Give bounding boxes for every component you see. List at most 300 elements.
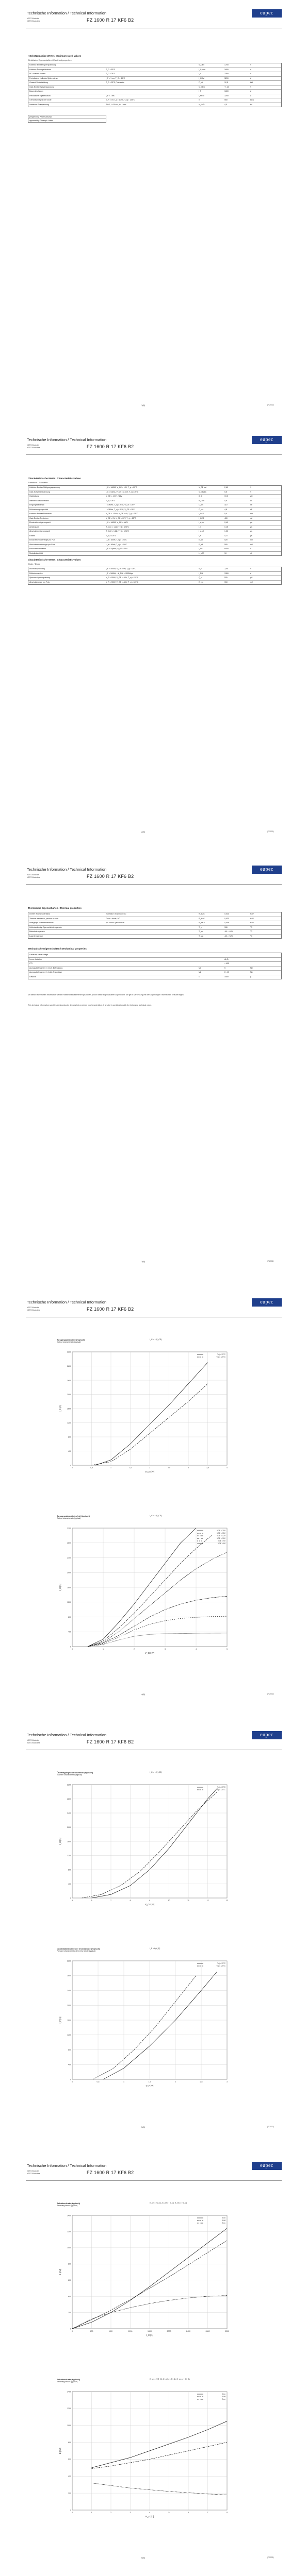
x-tick-label: 2 xyxy=(149,1467,150,1469)
table-cell: Anzugsdrehmoment f. elektr. Anschlüsse xyxy=(29,971,62,974)
table-row xyxy=(28,530,281,534)
header-title: Technische Information / Technical Information xyxy=(27,867,107,872)
eupec-logo: eupec xyxy=(252,866,282,874)
table-cell: nF xyxy=(250,508,253,511)
table-row xyxy=(28,486,281,490)
legend-entry: VGE = 10V xyxy=(216,1537,225,1539)
y-tick-label: 2400 xyxy=(67,1379,71,1382)
y-tick-label: 2800 xyxy=(67,1798,71,1800)
table-cell: 0,020 xyxy=(224,917,229,920)
table-cell: mA xyxy=(250,513,253,515)
table-row xyxy=(28,538,281,543)
diode-table xyxy=(28,567,282,585)
table-cell: I_CRM xyxy=(199,77,204,79)
table-cell: µs xyxy=(250,530,252,532)
x-tick-label: 0 xyxy=(72,1648,73,1650)
y-tick-label: 1200 xyxy=(67,2034,71,2037)
x-tick-label: 1 xyxy=(91,2512,92,2514)
table-cell: A xyxy=(250,572,252,574)
page-header xyxy=(26,866,282,885)
table-cell: R_Gint xyxy=(199,499,204,502)
y-tick-label: 2400 xyxy=(67,1989,71,1992)
y-axis-label: I_C [A] xyxy=(59,1584,61,1591)
table-cell: Kollektor-Emitter Reststrom xyxy=(29,513,52,515)
approval-line: prepared by: Peter Kanschat xyxy=(28,115,106,119)
table-cell: 8 - 10 xyxy=(224,971,229,974)
legend-entry: Tvj = 125°C xyxy=(216,1356,225,1358)
y-tick-label: 800 xyxy=(68,2263,71,2265)
y-axis-label: I_C [A] xyxy=(59,1405,61,1412)
x-tick-label: 800 xyxy=(109,2330,112,2332)
table-cell: 520 xyxy=(224,577,228,579)
datasheet-page xyxy=(26,436,282,843)
x-tick-label: 11 xyxy=(187,1900,189,1902)
x-tick-label: 0,5 xyxy=(90,1467,93,1469)
y-tick-label: 0 xyxy=(70,1897,71,1900)
table-cell: I_CES xyxy=(199,513,204,515)
table-cell: E_rec xyxy=(199,581,204,583)
x-axis-label: V_CE [V] xyxy=(144,1652,155,1654)
x-tick-label: 0 xyxy=(72,1467,73,1469)
table-cell: Abschaltverlustenergie pro Puls xyxy=(29,543,55,546)
table-cell: 2300 xyxy=(224,73,229,75)
header-type-line2: IGBT-Modules xyxy=(27,446,40,449)
table-row xyxy=(28,581,281,585)
y-tick-label: 0 xyxy=(70,2078,71,2081)
table-cell: T_vj = 125°C xyxy=(106,534,117,537)
datasheet-page xyxy=(26,2162,282,2569)
chart-condition: I_C = f (V_GE) xyxy=(150,1771,162,1773)
table-row xyxy=(28,958,281,962)
table-row xyxy=(28,543,281,548)
part-number: FZ 1600 R 17 KF6 B2 xyxy=(87,2170,134,2175)
chart-subtitle: Switching losses (typical) xyxy=(57,2205,78,2207)
table-cell: 1600 xyxy=(224,90,229,92)
section-title: Höchstzulässige Werte / Maximum rated values xyxy=(28,55,82,57)
table-cell: 3200 xyxy=(224,94,229,97)
header-type xyxy=(27,444,40,449)
series-line-0 xyxy=(95,1363,208,1465)
legend-entry: VGE = 9V xyxy=(217,1540,225,1542)
x-tick-label: 2 xyxy=(134,1648,135,1650)
chart-condition: I_C = f (V_CE) xyxy=(150,1515,162,1517)
table-cell: nF xyxy=(250,504,253,506)
table-cell: 4,8 xyxy=(224,508,227,511)
chart-subtitle: Output characteristic (typical) xyxy=(57,1517,81,1519)
header-type-line2: IGBT-Modules xyxy=(27,2172,40,2175)
eupec-logo: eupec xyxy=(252,9,282,18)
series-line-0 xyxy=(92,2421,228,2468)
mechanical-table xyxy=(28,953,282,979)
table-cell: Gate-Emitter-Spitzenspannung xyxy=(29,86,55,88)
y-tick-label: 800 xyxy=(68,1436,71,1438)
table-cell: I_FRM xyxy=(199,94,204,97)
table-cell: Innere Isolation xyxy=(29,958,42,960)
y-tick-label: 2000 xyxy=(67,1393,71,1396)
table-row xyxy=(28,499,281,504)
table-cell: Rückwirkungskapazität xyxy=(29,508,48,511)
table-cell: L_σ = 60nH, T_vj = 125°C xyxy=(106,543,127,546)
table-cell: V xyxy=(250,86,252,88)
header-title: Technische Information / Technical Information xyxy=(27,437,107,442)
y-tick-label: 1400 xyxy=(67,2391,71,2393)
table-cell: Periodischer Spitzenstrom xyxy=(29,94,51,97)
part-number: FZ 1600 R 17 KF6 B2 xyxy=(87,1739,134,1744)
section-title: Charakteristische Werte / Characteristic values xyxy=(28,477,81,480)
chart-subtitle: Output characteristic (typical) xyxy=(57,1341,81,1343)
table-cell: Q_G xyxy=(199,495,203,497)
x-tick-label: 1 xyxy=(103,1648,104,1650)
page-date: (7/2002) xyxy=(267,404,274,406)
legend-entry: VGE = 8V xyxy=(217,1543,225,1545)
table-cell: CTI xyxy=(29,962,33,965)
legend-entry: VGE = 20V xyxy=(216,1530,225,1532)
header-title: Technische Information / Technical Information xyxy=(27,1300,107,1304)
y-tick-label: 2800 xyxy=(67,1365,71,1367)
y-tick-label: 1000 xyxy=(67,2247,71,2249)
table-row xyxy=(28,930,281,935)
table-cell: C_res xyxy=(199,508,204,511)
table-cell: V_GES xyxy=(199,86,205,88)
table-cell: 0,15 xyxy=(224,526,228,528)
table-cell: 310 xyxy=(224,581,228,583)
table-cell: Gateladung xyxy=(29,495,39,497)
x-tick-label: 3 xyxy=(165,1648,166,1650)
series-line-5 xyxy=(88,1633,227,1647)
table-row xyxy=(28,517,281,521)
table-row xyxy=(28,508,281,513)
y-axis-label: E [mJ] xyxy=(59,2447,61,2454)
table-cell: Übergangs-Wärmewiderstand xyxy=(29,922,54,924)
table-cell: I²t xyxy=(199,99,201,101)
table-cell: g xyxy=(250,975,251,978)
table-cell: T_C = 25°C, Transistor xyxy=(106,81,124,83)
x-tick-label: 1 xyxy=(123,2081,124,2083)
table-cell: t_d,on xyxy=(199,521,204,523)
table-cell: mJ xyxy=(250,581,253,583)
table-cell: Nm xyxy=(250,971,253,974)
y-tick-label: 0 xyxy=(70,1464,71,1467)
x-tick-label: 2000 xyxy=(167,2330,171,2332)
table-cell: I_RM xyxy=(199,572,203,574)
x-tick-label: 2800 xyxy=(205,2330,210,2332)
table-row xyxy=(28,926,281,930)
y-tick-label: 400 xyxy=(68,1450,71,1452)
series-line-3 xyxy=(88,1596,227,1647)
table-cell: Q_r xyxy=(199,577,202,579)
table-row xyxy=(28,552,281,556)
table-row xyxy=(28,567,281,572)
table-cell: V xyxy=(250,64,252,66)
table-cell: µC xyxy=(250,577,253,579)
page-number: 6(8) xyxy=(141,2556,146,2559)
chart-title: Durchlaßkennlinie der Inversdiode (typisch) xyxy=(57,1947,100,1950)
chart xyxy=(57,2389,232,2523)
table-cell: V_R = 900V, V_GE = -10V, T_vj = 125°C xyxy=(106,577,139,579)
section-title: Charakteristische Werte / Characteristic values xyxy=(28,558,81,562)
table-cell: 1700 xyxy=(224,64,229,66)
legend-entry: Tvj = 125°C xyxy=(216,1789,225,1791)
series-line-0 xyxy=(92,1788,218,1898)
x-tick-label: 8 xyxy=(130,1900,131,1902)
legend-entry: Erec xyxy=(222,2398,225,2400)
table-cell: E_off xyxy=(199,543,203,546)
table-cell: nA xyxy=(250,517,253,519)
table-cell: Dauergleichstrom xyxy=(29,90,44,92)
header-type-line1: IGBT-Module xyxy=(27,17,39,20)
table-cell: Gewicht xyxy=(29,975,36,978)
x-tick-label: 0,5 xyxy=(96,2081,100,2083)
section-subtitle: Diode / Diode xyxy=(28,563,41,566)
series-line-1 xyxy=(92,2443,228,2469)
table-cell: V_ISOL xyxy=(199,103,205,106)
thermal-table xyxy=(28,912,282,939)
x-tick-label: 3200 xyxy=(225,2330,229,2332)
table-cell: V_CE sat xyxy=(199,486,206,488)
y-tick-label: 1200 xyxy=(67,1601,71,1604)
table-cell: kW xyxy=(250,81,253,83)
table-cell: M1 xyxy=(199,967,201,969)
page-date: (7/2002) xyxy=(267,1260,274,1262)
disclaimer-de: Mit dieser technischen Information werden Halbleiterbauelemente spezifiziert, jedoch keine Eigenschaften zugesichert. Sie gilt in Verbindung mit den zugehörigen Technischen Erläuterungen. xyxy=(28,993,184,996)
x-tick-label: 13 xyxy=(226,1900,228,1902)
table-row xyxy=(28,63,281,68)
chart xyxy=(57,1526,232,1660)
header-type xyxy=(27,873,40,878)
chart-condition: E_on = f (I_C), E_off = f (I_C), E_rec = f (I_C) xyxy=(150,2202,187,2204)
approval-box xyxy=(28,115,106,123)
page-number: 2(8) xyxy=(141,831,146,833)
page-header xyxy=(26,2162,282,2181)
chart xyxy=(57,1783,232,1911)
y-tick-label: 1600 xyxy=(67,1840,71,1843)
table-cell: DC-collector current xyxy=(29,73,46,75)
table-row xyxy=(28,86,281,90)
table-cell: V_CE = 0V, V_GE = 20V, T_vj = 25°C xyxy=(106,517,136,519)
y-tick-label: 600 xyxy=(68,2458,71,2461)
eupec-logo: eupec xyxy=(252,1298,282,1307)
header-type-line2: IGBT-Modules xyxy=(27,20,40,22)
chart xyxy=(57,1350,232,1479)
table-cell: V_GE = -15V...+15V xyxy=(106,495,122,497)
eupec-logo: eupec xyxy=(252,1731,282,1739)
x-tick-label: 3,5 xyxy=(206,1467,209,1469)
table-cell: kA²s xyxy=(250,99,254,101)
header-type xyxy=(27,1739,40,1744)
x-axis-label: V_GE [V] xyxy=(144,1903,155,1906)
y-tick-label: 400 xyxy=(68,2295,71,2298)
x-tick-label: 4 xyxy=(149,2512,150,2514)
table-cell: t_P = 1 ms xyxy=(106,94,115,97)
chart-condition: I_F = f (V_F) xyxy=(150,1947,160,1950)
table-cell: f = 1MHz, T_vj = 25°C, V_CE = 25V xyxy=(106,508,135,511)
table-cell: 110 xyxy=(224,504,228,506)
table-cell: pro Modul / per module xyxy=(106,922,124,924)
section-title: Mechanische Eigenschaften / Mechanical properties xyxy=(28,947,87,951)
table-cell: t_f xyxy=(199,534,201,537)
table-row xyxy=(28,921,281,926)
table-cell: Betriebstemperatur xyxy=(29,930,45,933)
part-number: FZ 1600 R 17 KF6 B2 xyxy=(87,874,134,879)
table-cell: Einschaltverlustenergie pro Puls xyxy=(29,539,55,541)
y-tick-label: 3200 xyxy=(67,1351,71,1353)
y-tick-label: 2000 xyxy=(67,1571,71,1574)
legend-entry: Tvj = 25°C xyxy=(217,1353,225,1355)
legend-entry: Eon xyxy=(222,2217,225,2219)
table-row xyxy=(28,917,281,922)
table-cell: Grenzlastintegral der Diode xyxy=(29,99,52,101)
table-cell: Durchlaßspannung xyxy=(29,568,45,570)
table-cell: t_P ≤ 10µsec, V_GE ≤ 15V xyxy=(106,548,127,550)
table-row xyxy=(28,521,281,526)
y-tick-label: 2400 xyxy=(67,1812,71,1815)
table-row xyxy=(28,967,281,971)
x-tick-label: 1 xyxy=(110,1467,111,1469)
datasheet-page xyxy=(26,9,282,416)
table-cell: V xyxy=(250,568,252,570)
table-cell: 1,20 xyxy=(224,530,228,532)
page-number: 5(8) xyxy=(141,2126,146,2128)
header-title: Technische Information / Technical Information xyxy=(27,2163,107,2168)
table-cell: Gate-Schwellenspannung xyxy=(29,490,51,493)
table-cell: Gesamt-Verlustleistung xyxy=(29,81,49,83)
x-tick-label: 12 xyxy=(206,1900,209,1902)
legend-entry: Tvj = 25°C xyxy=(217,1962,225,1964)
chart xyxy=(57,2213,232,2342)
table-cell: Sperrverzögerungsladung xyxy=(29,577,51,579)
table-cell: Gate-Emitter Reststrom xyxy=(29,517,49,519)
series-line-0 xyxy=(103,1972,217,2079)
table-cell: T_stg xyxy=(199,935,203,937)
y-tick-label: 1600 xyxy=(67,2019,71,2022)
transistor-table xyxy=(28,485,282,556)
table-row xyxy=(28,490,281,495)
disclaimer-en: This technical information specifies semiconductor devices but promises no characteristics. It is valid in combination with the belonging technical notes. xyxy=(28,1004,152,1006)
table-cell: V_R = 0V, t_p = 10ms, T_vj = 125°C xyxy=(106,99,135,101)
table-cell: µC xyxy=(250,495,253,497)
table-cell: 0,6 xyxy=(224,499,227,502)
legend-entry: Erec xyxy=(222,2222,225,2224)
datasheet-page xyxy=(26,1298,282,1705)
table-cell: V_CES xyxy=(199,64,205,66)
table-row xyxy=(28,572,281,577)
table-cell: A xyxy=(250,94,252,97)
page-header xyxy=(26,1298,282,1317)
table-cell: Innerer Wärmewiderstand xyxy=(29,913,51,915)
table-cell: 400 xyxy=(224,517,228,519)
table-cell: V xyxy=(250,486,252,488)
chart-subtitle: Switching losses (typical) xyxy=(57,2381,78,2383)
table-row xyxy=(28,547,281,552)
page-header xyxy=(26,436,282,455)
table-cell: I_C = 64mA, V_CE = V_GE, T_vj = 25°C xyxy=(106,490,139,493)
header-type-line1: IGBT-Module xyxy=(27,873,39,876)
x-tick-label: 5 xyxy=(227,1648,228,1650)
x-axis-label: V_CE [V] xyxy=(144,1470,155,1473)
table-cell: Einschaltverzögerungszeit xyxy=(29,521,51,523)
table-cell: Abschaltenergie pro Puls xyxy=(29,581,50,583)
x-tick-label: 2400 xyxy=(186,2330,190,2332)
y-tick-label: 0 xyxy=(70,2509,71,2512)
table-cell: µs xyxy=(250,526,252,528)
table-cell: Anstiegszeit xyxy=(29,526,39,528)
ratings-table xyxy=(28,63,282,107)
table-cell: 4,0 xyxy=(224,103,227,106)
chart xyxy=(57,1959,232,2093)
page-date: (7/2002) xyxy=(267,831,274,833)
table-cell: Modulinduktivität xyxy=(29,552,43,554)
table-cell: -40...+125 xyxy=(224,930,233,933)
chart-title: Schaltverluste (typisch) xyxy=(57,2202,80,2205)
table-cell: Kurzschlußverhalten xyxy=(29,548,46,550)
x-tick-label: 4 xyxy=(196,1648,197,1650)
page-header xyxy=(26,1731,282,1750)
x-axis-label: V_F [V] xyxy=(146,2084,154,2087)
table-cell: 0,40 xyxy=(224,521,228,523)
table-cell: µs xyxy=(250,521,252,523)
page-number: 4(8) xyxy=(141,1693,146,1696)
table-cell: 12,5 xyxy=(224,81,228,83)
x-tick-label: 9 xyxy=(149,1900,150,1902)
table-cell: 5,5 xyxy=(224,490,227,493)
table-cell: µs xyxy=(250,534,252,537)
header-type xyxy=(27,1306,40,1311)
table-cell: f = 1MHz, T_vj = 25°C, V_CE = 25V xyxy=(106,504,135,506)
table-cell: R_thJC xyxy=(199,917,205,920)
x-tick-label: 2,5 xyxy=(168,1467,170,1469)
x-tick-label: 3 xyxy=(227,2081,228,2083)
eupec-logo: eupec xyxy=(252,2162,282,2170)
y-tick-label: 1200 xyxy=(67,2230,71,2233)
table-row xyxy=(28,975,281,979)
table-cell: Eingangskapazität xyxy=(29,504,44,506)
table-cell: 500 xyxy=(224,543,228,546)
x-tick-label: 7 xyxy=(110,1900,111,1902)
table-cell: R_thCK xyxy=(199,922,205,924)
chart-title: Schaltverluste (typisch) xyxy=(57,2378,80,2381)
table-cell: mJ xyxy=(250,543,253,546)
x-tick-label: 1,5 xyxy=(129,1467,132,1469)
table-cell: G xyxy=(199,975,200,978)
table-cell: kV xyxy=(250,103,253,106)
header-title: Technische Information / Technical Information xyxy=(27,11,107,15)
legend-entry: Eoff xyxy=(222,2219,225,2222)
x-axis-label: I_C [A] xyxy=(146,2334,153,2336)
x-tick-label: 10 xyxy=(168,1900,170,1902)
y-tick-label: 400 xyxy=(68,2475,71,2478)
table-cell: A xyxy=(250,548,252,550)
table-row xyxy=(28,77,281,81)
chart-title: Übertragungscharakteristik (typisch) xyxy=(57,1771,93,1774)
table-row xyxy=(28,962,281,967)
eupec-logo: eupec xyxy=(252,436,282,444)
table-row xyxy=(28,534,281,539)
table-cell: I_GES xyxy=(199,517,204,519)
table-cell: V xyxy=(250,490,252,493)
x-tick-label: 0 xyxy=(72,2512,73,2514)
section-subtitle: Transistor / Transistor xyxy=(28,481,48,484)
y-tick-label: 1200 xyxy=(67,1421,71,1424)
y-tick-label: 0 xyxy=(70,1646,71,1648)
table-cell: I_C xyxy=(199,73,202,75)
chart-condition: E_on = f (R_G), E_off = f (R_G), E_rec = f (R_G) xyxy=(150,2378,190,2380)
table-cell: I_SC xyxy=(199,548,203,550)
table-cell: R_Goff = 1,2Ω, T_vj = 125°C xyxy=(106,530,129,532)
y-tick-label: 800 xyxy=(68,2048,71,2051)
x-tick-label: 0 xyxy=(72,2081,73,2083)
table-cell: °C xyxy=(250,926,252,928)
y-tick-label: 400 xyxy=(68,2063,71,2066)
